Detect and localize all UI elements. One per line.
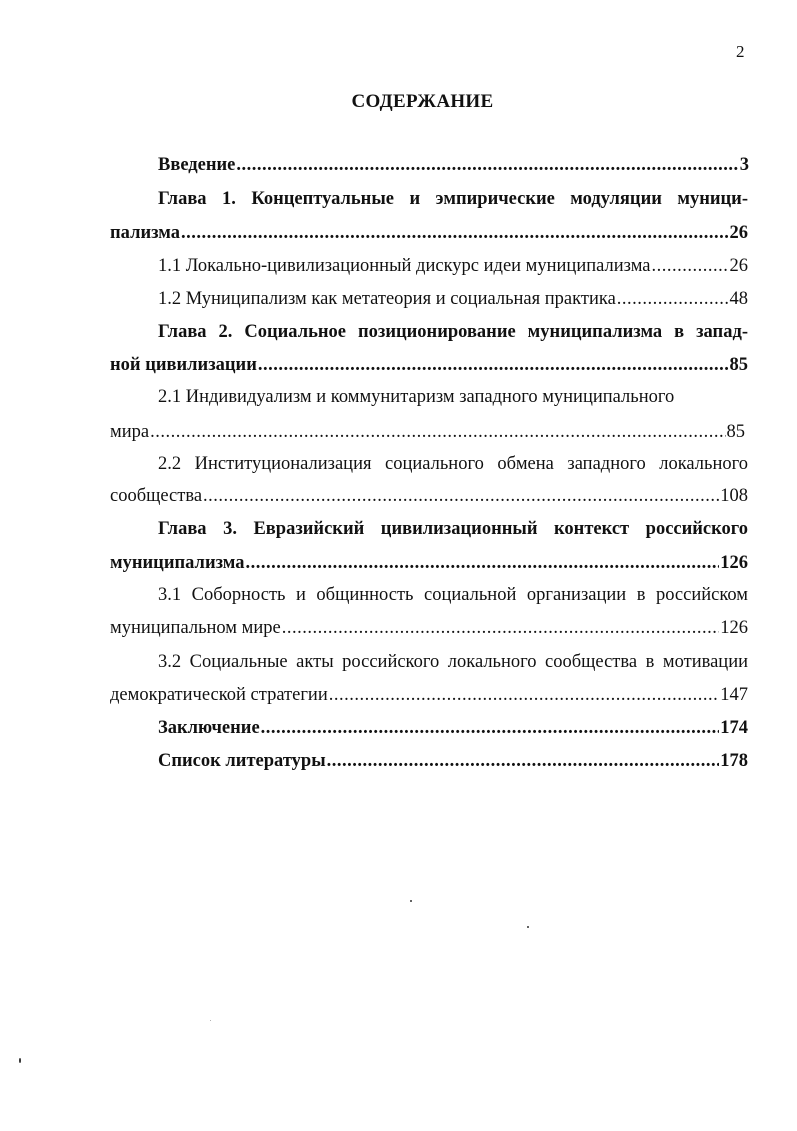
toc-entry-text: 1.2 Муниципализм как метатеория и социальная практика xyxy=(158,289,616,309)
toc-entry-page: 108 xyxy=(720,486,748,506)
toc-entry-section-3-2-line1[interactable]: 3.2 Социальные акты российского локального сообщества в мотивации xyxy=(158,652,748,672)
dot-leader xyxy=(651,256,728,277)
toc-entry-section-2-1-line1[interactable]: 2.1 Индивидуализм и коммунитаризм западного муниципального xyxy=(158,387,675,407)
toc-entry-section-3-2[interactable] xyxy=(110,685,748,706)
toc-entry-chapter2[interactable] xyxy=(110,355,748,376)
toc-entry-text: Заключение xyxy=(158,718,260,738)
toc-entry-intro[interactable] xyxy=(158,155,749,176)
toc-entry-chapter3-line1[interactable]: Глава 3. Евразийский цивилизационный контекст российского xyxy=(158,519,748,539)
scan-speck xyxy=(19,1058,21,1063)
toc-entry-chapter1[interactable] xyxy=(110,223,748,244)
toc-entry-page: 48 xyxy=(729,289,748,309)
toc-entry-text: ной цивилизации xyxy=(110,355,257,375)
dot-leader xyxy=(181,223,728,244)
dot-leader xyxy=(203,486,719,507)
toc-entry-page: 85 xyxy=(726,422,745,442)
toc-entry-text: мира xyxy=(110,422,150,442)
dot-leader xyxy=(329,685,720,706)
toc-entry-section-2-1[interactable] xyxy=(110,422,745,443)
dot-leader xyxy=(617,289,729,310)
page-title: СОДЕРЖАНИЕ xyxy=(351,91,494,112)
toc-entry-page: 126 xyxy=(720,618,748,638)
toc-entry-section-1-2[interactable] xyxy=(158,289,748,310)
toc-entry-text: Список литературы xyxy=(158,751,326,771)
toc-entry-chapter2-line1[interactable]: Глава 2. Социальное позиционирование муниципализма в запад- xyxy=(158,322,748,342)
toc-entry-page: 3 xyxy=(739,155,749,175)
toc-entry-conclusion[interactable] xyxy=(158,718,748,739)
toc-entry-text: сообщества xyxy=(110,486,203,506)
scan-speck xyxy=(410,900,412,902)
toc-entry-page: 178 xyxy=(720,751,748,771)
toc-entry-section-3-1[interactable] xyxy=(110,618,748,639)
scan-speck xyxy=(527,926,529,928)
toc-entry-page: 85 xyxy=(729,355,748,375)
toc-entry-text: демократической стратегии xyxy=(110,685,328,705)
toc-entry-text: Введение xyxy=(158,155,236,175)
dot-leader xyxy=(150,422,725,443)
toc-entry-section-3-1-line1[interactable]: 3.1 Соборность и общинность социальной организации в российском xyxy=(158,585,748,605)
toc-entry-page: 26 xyxy=(729,223,748,243)
dot-leader xyxy=(246,553,720,574)
toc-entry-text: пализма xyxy=(110,223,181,243)
toc-entry-page: 26 xyxy=(729,256,748,276)
scan-speck xyxy=(210,1020,211,1021)
dot-leader xyxy=(282,618,720,639)
toc-entry-page: 126 xyxy=(720,553,748,573)
toc-entry-references[interactable] xyxy=(158,751,748,772)
dot-leader xyxy=(261,718,720,739)
toc-entry-section-1-1[interactable] xyxy=(158,256,748,277)
dot-leader xyxy=(258,355,729,376)
toc-entry-text: муниципализма xyxy=(110,553,245,573)
toc-entry-section-2-2-line1[interactable]: 2.2 Институционализация социального обмена западного локального xyxy=(158,454,748,474)
dot-leader xyxy=(327,751,720,772)
toc-entry-text: 1.1 Локально-цивилизационный дискурс идеи муниципализма xyxy=(158,256,651,276)
toc-entry-section-2-2[interactable] xyxy=(110,486,748,507)
toc-entry-chapter3[interactable] xyxy=(110,553,748,574)
toc-entry-page: 147 xyxy=(720,685,748,705)
dot-leader xyxy=(236,155,738,176)
toc-entry-page: 174 xyxy=(720,718,748,738)
toc-entry-chapter1-line1[interactable]: Глава 1. Концептуальные и эмпирические модуляции муници- xyxy=(158,189,748,209)
page-number: 2 xyxy=(736,42,745,61)
toc-entry-text: муниципальном мире xyxy=(110,618,281,638)
